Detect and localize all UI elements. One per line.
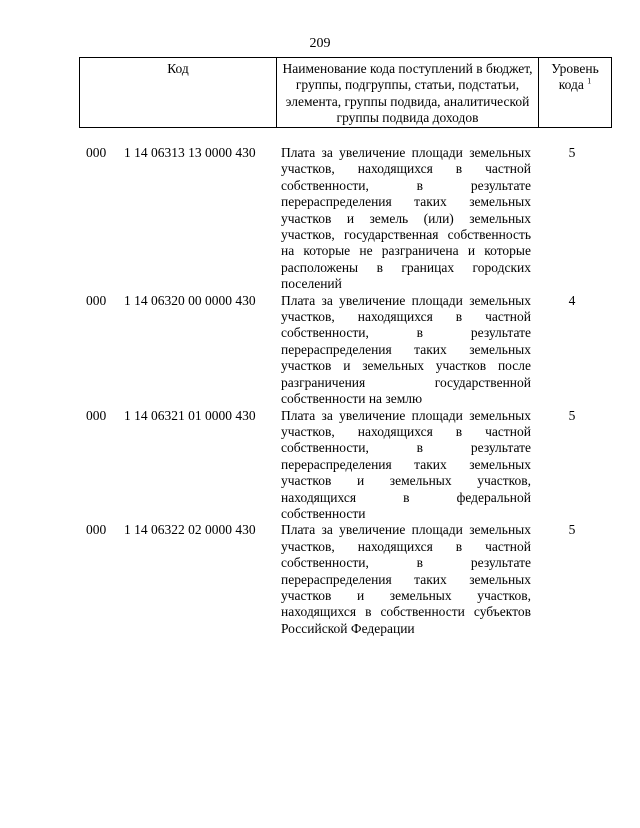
header-code-column: Код	[80, 58, 277, 127]
row-code: 1 14 06320 00 0000 430	[124, 292, 256, 308]
row-name: Плата за увеличение площади земельных участков, находящихся в частной собственности, в результате перераспределения таких земельных участков и земельных участков после разграничения государственной собственности на землю	[281, 292, 531, 407]
table-row	[79, 293, 612, 408]
row-prefix: 000	[86, 292, 107, 308]
table-body	[79, 145, 612, 637]
row-level: 5	[568, 522, 576, 538]
row-name: Плата за увеличение площади земельных участков, находящихся в частной собственности, в результате перераспределения таких земельных участков и земельных участков, находящихся в собственности субъектов Российской Федерации	[281, 522, 531, 636]
table-row	[79, 522, 612, 637]
row-name: Плата за увеличение площади земельных участков, находящихся в частной собственности, в результате перераспределения таких земельных участков и земельных участков, находящихся в федеральной собственности	[281, 407, 531, 521]
row-level: 4	[568, 292, 576, 308]
row-code: 1 14 06322 02 0000 430	[124, 522, 256, 538]
header-name-column: Наименование кода поступлений в бюджет, группы, подгруппы, статьи, подстатьи, элемента, группы подвида, аналитической группы подвида доходов	[277, 58, 539, 127]
footnote-marker: 1	[587, 76, 592, 86]
table-row	[79, 408, 612, 523]
header-level-label: Уровень кода	[551, 61, 599, 93]
header-level-column	[539, 58, 611, 127]
row-prefix: 000	[86, 407, 107, 423]
row-level: 5	[568, 145, 576, 160]
row-prefix: 000	[86, 145, 107, 160]
row-prefix: 000	[86, 522, 107, 538]
row-name: Плата за увеличение площади земельных участков, находящихся в частной собственности, в результате перераспределения таких земельных участков и земель (или) земельных участков, государственная собственность на которые не разграничена и которые расположены в границах городских поселений	[281, 145, 531, 292]
row-code: 1 14 06321 01 0000 430	[124, 407, 256, 423]
table-header	[79, 57, 612, 128]
row-level: 5	[568, 407, 576, 423]
page-number: 209	[309, 36, 331, 51]
row-code: 1 14 06313 13 0000 430	[124, 145, 256, 160]
table-row	[79, 145, 612, 293]
